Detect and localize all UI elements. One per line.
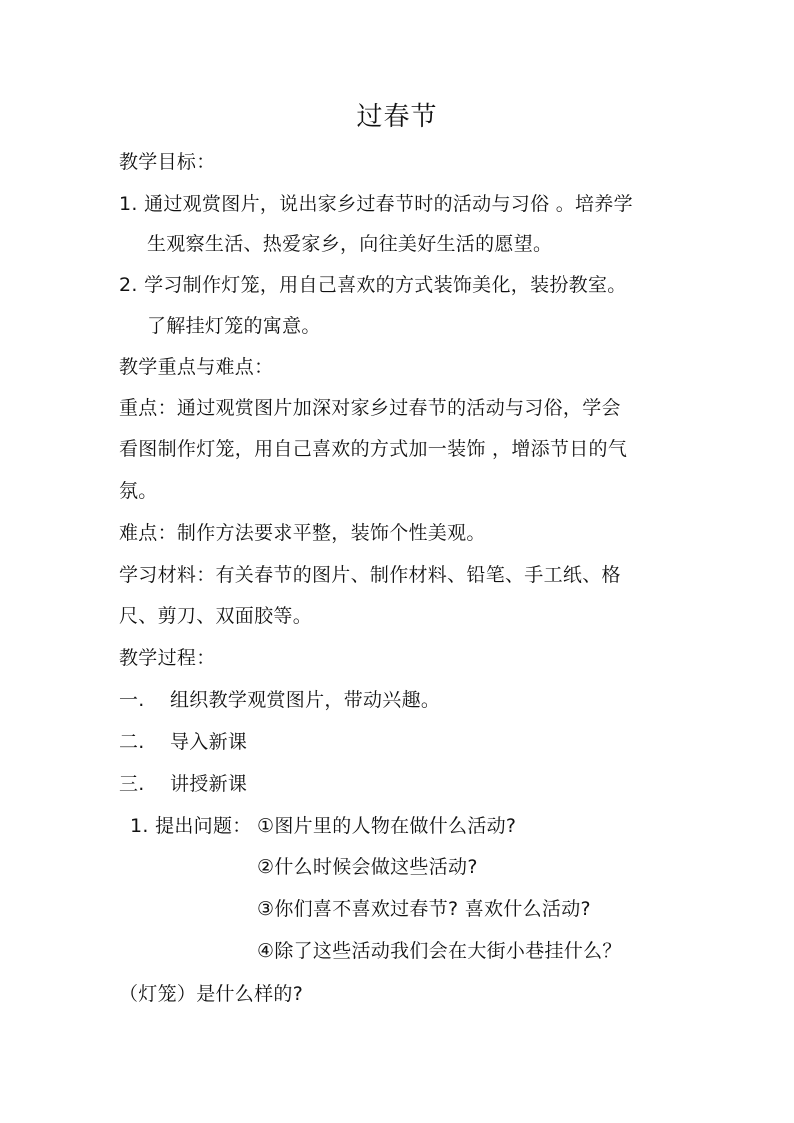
step-2-text: 导入新课 bbox=[170, 731, 248, 753]
key-point-line-1: 重点：通过观赏图片加深对家乡过春节的活动与习俗，学会 bbox=[119, 397, 621, 419]
question-1: ①图片里的人物在做什么活动? bbox=[257, 815, 517, 837]
step-2-number: 二. bbox=[119, 731, 145, 753]
question-intro: 1. 提出问题： bbox=[130, 815, 252, 837]
objective-2-line-2: 了解挂灯笼的寓意。 bbox=[147, 315, 321, 337]
question-4-continuation: （灯笼）是什么样的? bbox=[119, 983, 304, 1005]
objective-1-line-2: 生观察生活、热爱家乡，向往美好生活的愿望。 bbox=[147, 233, 553, 255]
key-points-heading: 教学重点与难点： bbox=[119, 356, 274, 378]
page-title: 过春节 bbox=[356, 102, 438, 132]
objectives-heading: 教学目标： bbox=[119, 151, 216, 173]
step-1-text: 组织教学观赏图片，带动兴趣。 bbox=[170, 689, 441, 711]
step-3-number: 三. bbox=[119, 773, 145, 795]
materials-line-2: 尺、剪刀、双面胶等。 bbox=[119, 605, 313, 627]
materials-line-1: 学习材料：有关春节的图片、制作材料、铅笔、手工纸、格 bbox=[119, 564, 621, 586]
question-2: ②什么时候会做这些活动? bbox=[257, 856, 478, 878]
objective-1-line-1: 1. 通过观赏图片，说出家乡过春节时的活动与习俗 。培养学 bbox=[119, 193, 633, 215]
key-point-line-3: 氛。 bbox=[119, 480, 158, 502]
question-4: ④除了这些活动我们会在大街小巷挂什么？ bbox=[257, 940, 622, 962]
question-3: ③你们喜不喜欢过春节? 喜欢什么活动? bbox=[257, 898, 591, 920]
step-1-number: 一. bbox=[119, 689, 145, 711]
process-heading: 教学过程： bbox=[119, 647, 216, 669]
objective-2-line-1: 2. 学习制作灯笼，用自己喜欢的方式装饰美化，装扮教室。 bbox=[119, 274, 627, 296]
difficulty-line: 难点：制作方法要求平整，装饰个性美观。 bbox=[119, 522, 486, 544]
key-point-line-2: 看图制作灯笼，用自己喜欢的方式加一装饰 ，增添节日的气 bbox=[119, 438, 628, 460]
step-3-text: 讲授新课 bbox=[170, 773, 248, 795]
